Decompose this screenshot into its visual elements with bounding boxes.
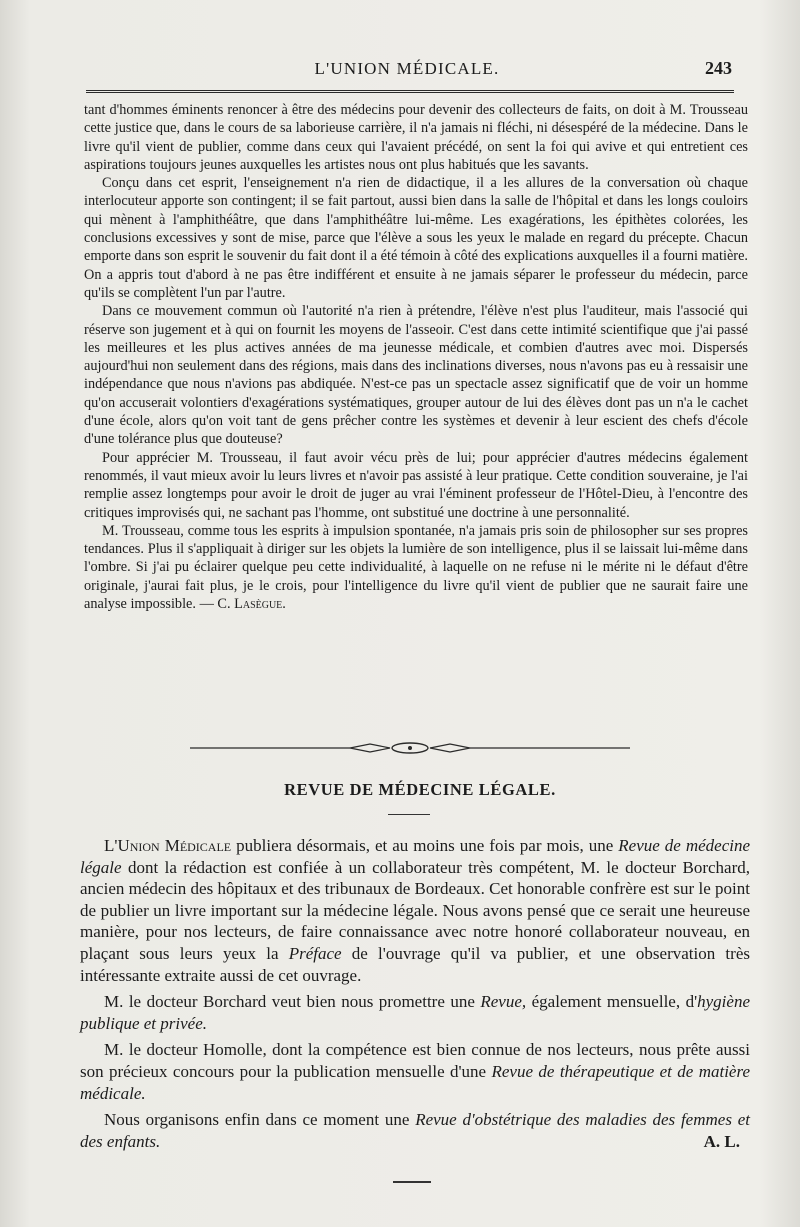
revue-text: dont la rédaction est confiée à un collaborateur très compétent, M. le docteur Borchard, ancien médecin des hôpitaux et des tribunaux de Bordeaux. Cet honorable confrère est sur le point de publier un livre important sur la médecine légale. Nous avons pensé que ce serait une heureuse manière, pour nos lecteurs, de faire connaissance avec notre honoré collaborateur nouveau, en plaçant sous leurs yeux la xyxy=(80,857,750,963)
paragraph-5-text: M. Trousseau, comme tous les esprits à impulsion spontanée, n'a jamais pris soin de philosopher sur ses propres tendances. Plus il s'appliquait à diriger sur les objets la lumière de son intelligence, plus il se laissait lui-même dans l'ombre. Si j'ai pu éclairer quelque peu cette individualité, à laquelle on ne refuse ni le mérite ni le défaut d'être originale, j'aurai fait plus, je le crois, pour l'intelligence du livre qu'il vient de publier que ne saurait faire une analyse impossible. xyxy=(84,522,748,613)
obstetrique-italic: Revue d'obstétrique des maladies des femmes et des enfants. xyxy=(80,1110,750,1151)
ornamental-divider xyxy=(190,739,630,757)
revue-paragraph-2 xyxy=(80,991,750,1034)
journal-name: L'Union Médicale xyxy=(104,836,232,855)
section-rule xyxy=(388,814,430,815)
revue-paragraph-3 xyxy=(80,1039,750,1104)
revue-text: Nous organisons enfin dans ce moment une xyxy=(104,1110,416,1130)
revue-text: publiera désormais, et au moins une fois par mois, une xyxy=(231,836,619,855)
revue-title-italic: Revue de médecine légale xyxy=(80,836,751,877)
paragraph-4: Pour apprécier M. Trousseau, il faut avoir vécu près de lui; pour apprécier d'autres médecins également renommés, il vaut mieux avoir lu leurs livres et n'avoir pas assisté à leur pratique. Cette condition souveraine, je l'ai remplie assez longtemps pour avoir le droit de juger au vrai l'éminent professeur de l'Hôtel-Dieu, à l'encontre des critiques improvisés qui, ne sachant pas l'homme, ont substitué une doctrine à une personnalité. xyxy=(84,449,748,521)
header-rule xyxy=(86,90,734,95)
revue-paragraph-4 xyxy=(80,1109,750,1152)
bottom-rule xyxy=(393,1181,431,1183)
section-title: REVUE DE MÉDECINE LÉGALE. xyxy=(284,780,556,799)
paragraph-1: tant d'hommes éminents renoncer à être des médecins pour devenir des collecteurs de faits, on doit à M. Trousseau cette justice que, dans le cours de sa laborieuse carrière, il n'a jamais ni fléchi, ni désespéré de la médecine. Dans le livre qu'il vient de publier, comme dans ceux qui l'avaient précédé, on sent la foi qui avive et qui entretient ces aspirations toujours jeunes auxquelles les artistes nous ont plus habitués que les savants. xyxy=(84,102,748,173)
initials-signature: A. L. xyxy=(703,1131,740,1151)
revue-text: M. le docteur Homolle, dont la compétence est bien connue de nos lecteurs, nous prête aussi son précieux concours pour la publication mensuelle d'une xyxy=(80,1040,750,1081)
hygiene-italic: hygiène publique et privée. xyxy=(80,992,750,1033)
preface-italic: Préface xyxy=(288,943,342,963)
therapeutique-italic: Revue de thérapeutique et de matière médicale. xyxy=(80,1061,750,1103)
author-signature: — C. Lasègue. xyxy=(199,596,286,613)
revue-text: de l'ouvrage qu'il va publier, et une observation très intéressante extraite aussi de cet ouvrage. xyxy=(80,943,750,985)
revue-paragraph-1 xyxy=(80,835,750,986)
revue-text: M. le docteur Borchard veut bien nous promettre une xyxy=(104,992,481,1012)
revue-text: également mensuelle, d' xyxy=(526,992,698,1012)
article-body xyxy=(84,101,748,613)
revue-announcement xyxy=(80,835,750,1157)
page-header xyxy=(78,56,736,86)
page-number: 243 xyxy=(705,58,732,78)
running-title: L'UNION MÉDICALE. xyxy=(314,59,500,78)
paragraph-5 xyxy=(84,522,748,613)
paragraph-2: Conçu dans cet esprit, l'enseignement n'a rien de didactique, il a les allures de la conversation où chaque interlocuteur apporte son contingent; il se fait partout, aussi bien dans la salle de l'hôpital et dans les longs couloirs qui mènent à l'amphithéâtre, que dans l'amphithéâtre lui-même. Les exagérations, les épithètes colorées, les conclusions excessives y sont de mise, parce que l'élève a sous les yeux le malade en regard du précepte. Chacun emporte dans son esprit le souvenir du fait dont il a été témoin à côté des explications auxquelles il a fourni matière. On a appris tout d'abord à ne pas être indifférent et ensuite à ne jamais séparer le professeur du médecin, parce qu'ils se complètent l'un par l'autre. xyxy=(84,175,748,301)
revue-italic: Revue, xyxy=(480,992,527,1012)
paragraph-3: Dans ce mouvement commun où l'autorité n'a rien à prétendre, l'élève n'est plus l'auditeur, mais l'associé qui réserve son jugement et à qui on fournit les moyens de l'asseoir. C'est dans cette intimité scientifique que j'ai passé les meilleures et les plus actives années de ma jeunesse médicale, et combien d'autres avec moi. Dispersés aujourd'hui non seulement dans des régions, mais dans des inclinations diverses, nous n'avons pas eu à ressaisir une indépendance que nous n'avions pas abdiquée. N'est-ce pas un spectacle assez significatif que de voir un homme qu'on accuserait volontiers d'exagérations systématiques, grouper autour de lui des élèves dont pas un n'a le cachet d'une école, alors qu'on voit tant de gens prêcher contre les systèmes et devenir à leur escient des chefs d'école d'une tolérance plus que douteuse? xyxy=(84,303,748,448)
